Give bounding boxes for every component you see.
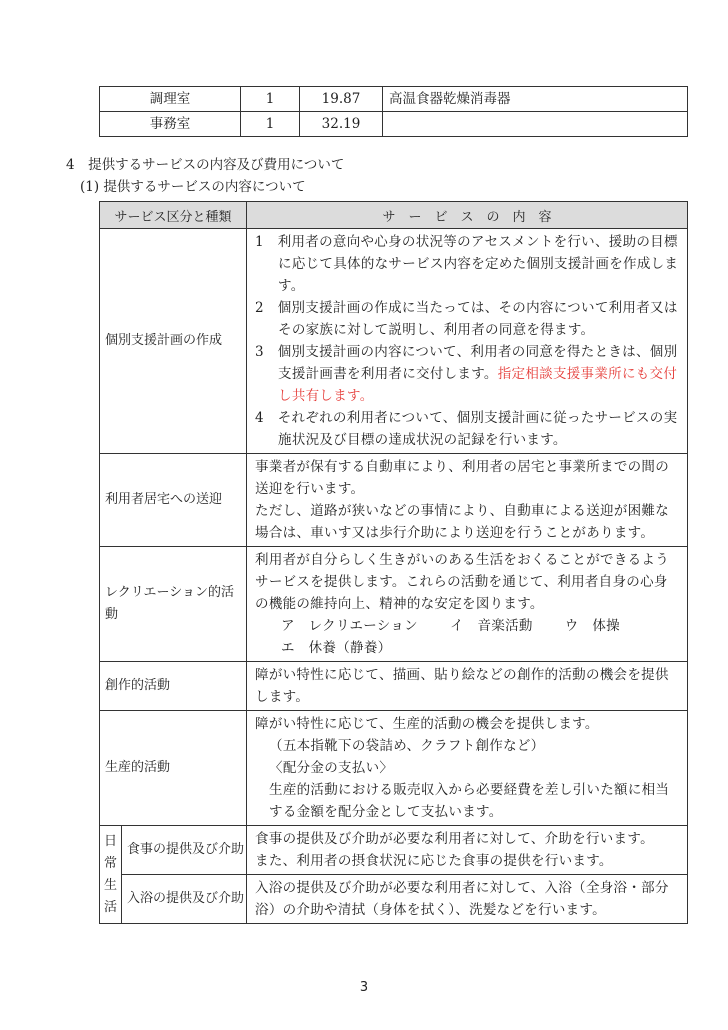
- plan-item-4: 4 それぞれの利用者について、個別支援計画に従ったサービスの実施状況及び目標の達成状況の記録を行います。: [255, 410, 678, 448]
- content-transport: [247, 454, 688, 547]
- table-row: [100, 87, 688, 112]
- category-productive: 生産的活動: [100, 711, 247, 826]
- transport-line-2: ただし、道路が狭いなどの事情により、自動車による送迎が困難な場合は、車いす又は歩行介助により送迎を行うことがあります。: [255, 503, 670, 541]
- subsection-heading: (1) 提供するサービスの内容について: [80, 179, 306, 195]
- productive-wage-text: 生産的活動における販売収入から必要経費を差し引いた額に相当する金額を配分金として支払います。: [269, 782, 670, 820]
- room-name: 調理室: [100, 87, 241, 112]
- category-plan: 個別支援計画の作成: [100, 229, 247, 454]
- room-area: 19.87: [300, 87, 383, 112]
- content-recreation: [247, 547, 688, 662]
- room-equipment: [383, 112, 688, 137]
- recreation-option-u: ウ 体操: [564, 618, 620, 634]
- service-content-table: [99, 201, 688, 924]
- section-heading: 4 提供するサービスの内容及び費用について: [66, 157, 345, 173]
- room-count: 1: [241, 112, 300, 137]
- transport-line-1: 事業者が保有する自動車により、利用者の居宅と事業所までの間の送迎を行います。: [255, 459, 670, 497]
- table-row: [100, 875, 688, 924]
- category-meal: 食事の提供及び介助: [122, 826, 247, 875]
- meal-line-2: また、利用者の摂食状況に応じた食事の提供を行います。: [255, 853, 613, 869]
- recreation-option-a: ア レクリエーション: [281, 618, 418, 634]
- table-row: [100, 711, 688, 826]
- plan-item-3: [255, 341, 681, 407]
- content-meal: [247, 826, 688, 875]
- content-plan: [247, 229, 688, 454]
- plan-item-2: 2 個別支援計画の作成に当たっては、その内容について利用者又はその家族に対して説明し、利用者の同意を得ます。: [255, 300, 678, 338]
- table-row: [100, 547, 688, 662]
- table-row: [100, 454, 688, 547]
- category-recreation: レクリエーション的活動: [100, 547, 247, 662]
- plan-item-3-text: 3 個別支援計画の内容について、利用者の同意を得たときは、個別支援計画書を利用者に交付します。: [255, 344, 678, 382]
- recreation-text: 利用者が自分らしく生きがいのある生活をおくることができるようサービスを提供します。これらの活動を通じて、利用者自身の心身の機能の維持向上、精神的な安定を図ります。: [255, 552, 670, 612]
- daily-life-label: [100, 826, 122, 924]
- plan-item-3-red-note: 指定相談支援事業所にも交付し共有します。: [278, 366, 678, 404]
- header-content: サ ー ビ ス の 内 容: [247, 202, 688, 229]
- category-bath: 入浴の提供及び介助: [122, 875, 247, 924]
- header-category: サービス区分と種類: [100, 202, 247, 229]
- room-count: 1: [241, 87, 300, 112]
- daily-life-char: 活: [103, 899, 117, 915]
- table-row: [100, 662, 688, 711]
- content-creative: 障がい特性に応じて、描画、貼り絵などの創作的活動の機会を提供します。: [247, 662, 688, 711]
- daily-life-char: 常: [103, 855, 117, 871]
- recreation-option-i: イ 音楽活動: [449, 618, 533, 634]
- facility-room-table: [99, 86, 688, 137]
- room-equipment: 高温食器乾燥消毒器: [383, 87, 688, 112]
- table-header-row: [100, 202, 688, 229]
- daily-life-char: 生: [103, 877, 117, 893]
- page-number: 3: [359, 980, 369, 995]
- table-row: [100, 826, 688, 875]
- daily-life-char: 日: [103, 833, 117, 849]
- room-area: 32.19: [300, 112, 383, 137]
- productive-wage-title: 〈配分金の支払い〉: [269, 760, 394, 776]
- plan-item-1: 1 利用者の意向や心身の状況等のアセスメントを行い、援助の目標に応じて具体的なサービス内容を定めた個別支援計画を作成します。: [255, 234, 679, 294]
- category-creative: 創作的活動: [100, 662, 247, 711]
- recreation-option-e: エ 休養（静養）: [281, 640, 392, 656]
- content-productive: [247, 711, 688, 826]
- productive-example: （五本指靴下の袋詰め、クラフト創作など）: [269, 738, 545, 754]
- category-transport: 利用者居宅への送迎: [100, 454, 247, 547]
- meal-line-1: 食事の提供及び介助が必要な利用者に対して、介助を行います。: [255, 831, 654, 847]
- recreation-options: [255, 615, 681, 637]
- content-bath: 入浴の提供及び介助が必要な利用者に対して、入浴（全身浴・部分浴）の介助や清拭（身体を拭く）、洗髪などを行います。: [247, 875, 688, 924]
- productive-text: 障がい特性に応じて、生産的活動の機会を提供します。: [255, 716, 599, 732]
- room-name: 事務室: [100, 112, 241, 137]
- table-row: [100, 229, 688, 454]
- table-row: [100, 112, 688, 137]
